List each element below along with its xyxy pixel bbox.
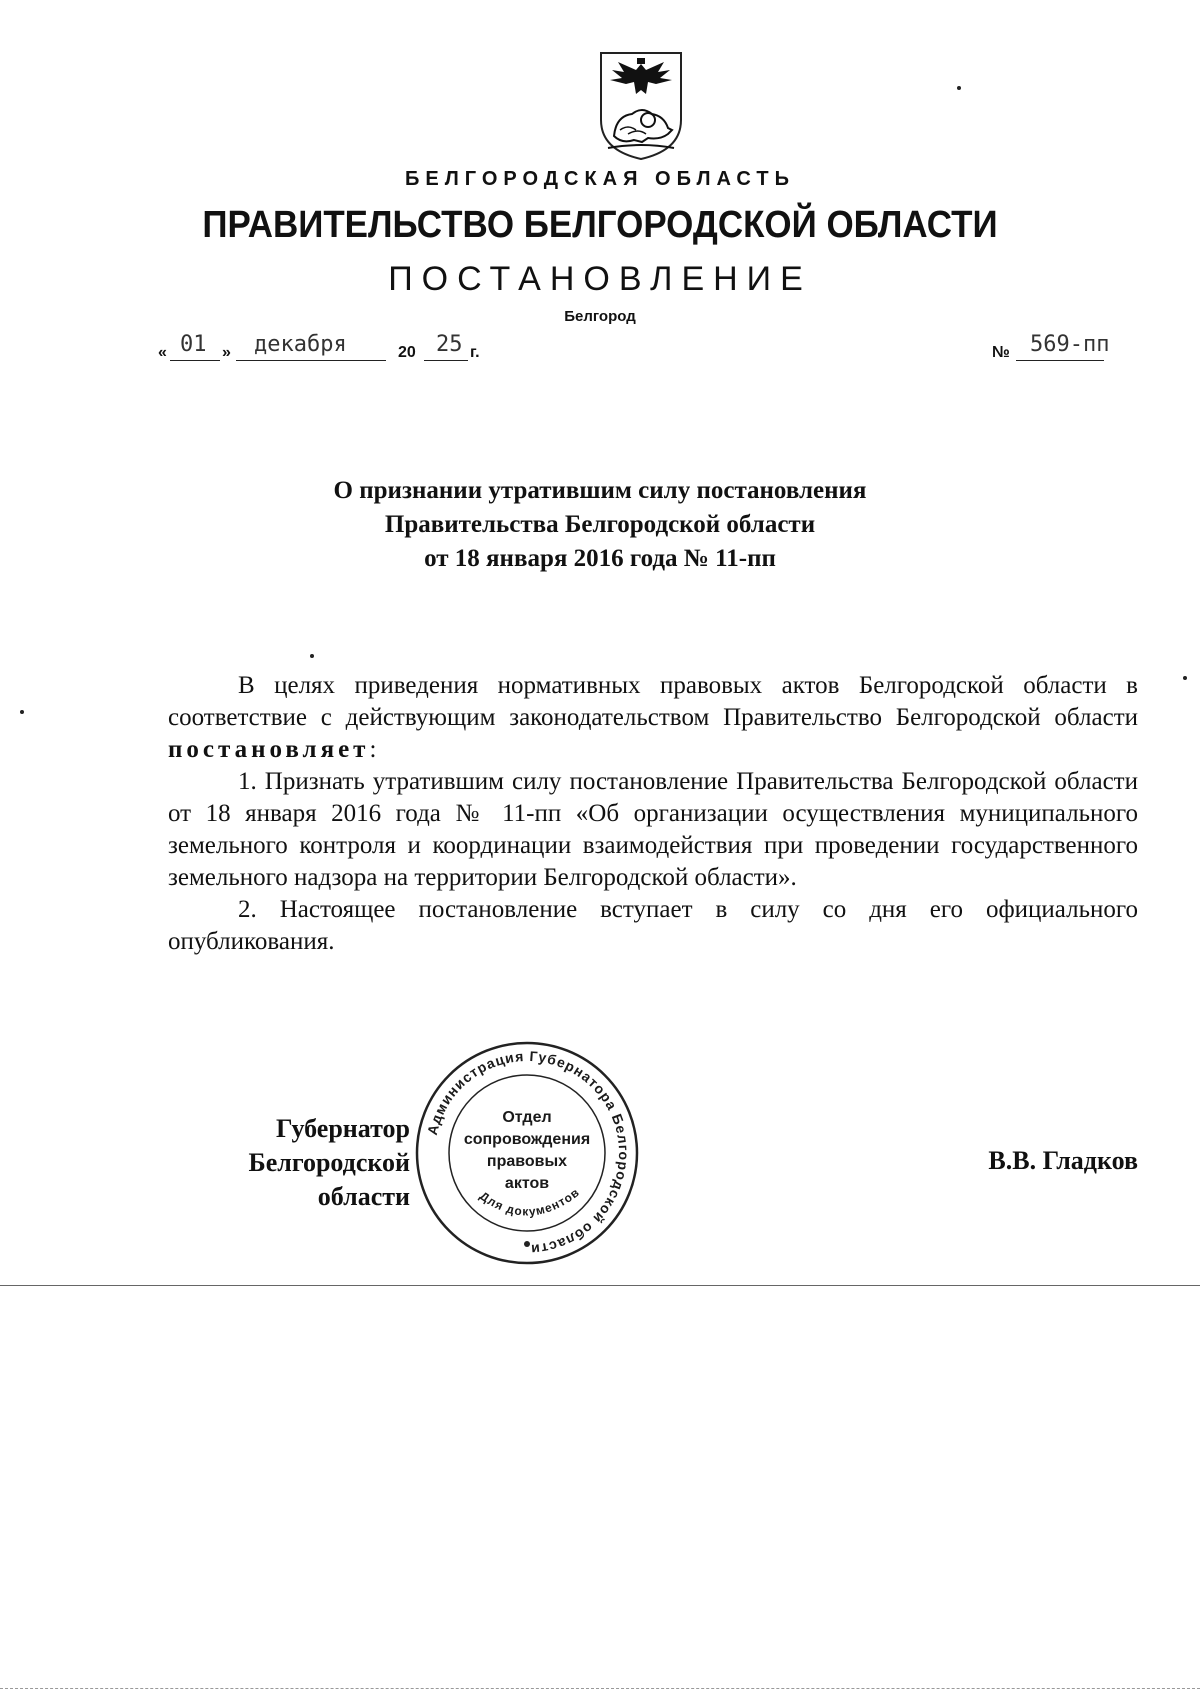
government-name: ПРАВИТЕЛЬСТВО БЕЛГОРОДСКОЙ ОБЛАСТИ: [202, 204, 998, 246]
official-stamp: [412, 1038, 642, 1268]
position-line: Губернатор: [275, 1114, 410, 1143]
position-line: Белгородской области: [248, 1148, 410, 1211]
signatory-position: [150, 1112, 410, 1214]
stamp-inner-line: сопровождения: [463, 1131, 591, 1148]
scan-edge-line: [0, 1285, 1200, 1286]
stamp-inner-line: правовых: [486, 1153, 568, 1170]
date-open-quote: «: [158, 344, 167, 361]
document-type: ПОСТАНОВЛЕНИЕ: [388, 260, 812, 298]
date-year: 25: [436, 332, 463, 357]
stamp-bottom-text: Для документов: [477, 1184, 583, 1219]
scan-edge-line: [0, 1688, 1200, 1689]
stamp-inner-line: Отдел: [502, 1109, 552, 1126]
preamble-paragraph: [168, 670, 1138, 766]
scan-speck: [1183, 676, 1187, 680]
region-name: БЕЛГОРОДСКАЯ ОБЛАСТЬ: [405, 168, 795, 190]
document-number: 569-пп: [1030, 332, 1110, 357]
title-line: от 18 января 2016 года № 11-пп: [424, 545, 776, 572]
scan-speck: [310, 654, 314, 658]
stamp-ring-text: Администрация Губернатора Белгородской области: [423, 1047, 633, 1259]
date-year-suffix: г.: [470, 344, 480, 361]
date-day: 01: [180, 332, 207, 357]
number-label: №: [992, 344, 1010, 361]
scan-speck: [20, 710, 24, 714]
resolves-colon: :: [369, 736, 377, 763]
date-month: декабря: [254, 332, 347, 357]
date-year-prefix: 20: [398, 344, 416, 361]
stamp-inner-line: актов: [504, 1175, 550, 1192]
document-body: [168, 670, 1138, 958]
resolves-word: постановляет: [168, 736, 370, 763]
coat-of-arms-icon: [598, 50, 684, 162]
item-1: 1. Признать утратившим силу постановление Правительства Белгородской области от 18 января 2016 года № 11-пп «Об организации осуществления муниципального земельного контроля и координации взаимодействия при проведении государственного земельного надзора на территории Белгородской области».: [168, 768, 1138, 891]
preamble-text: В целях приведения нормативных правовых актов Белгородской области в соответствие с действующим законодательством Правительство Белгородской области: [168, 672, 1138, 731]
city-name: Белгород: [564, 308, 636, 325]
scan-speck: [957, 86, 961, 90]
document-title: [0, 474, 1200, 576]
date-close-quote: »: [222, 344, 231, 361]
title-line: О признании утратившим силу постановления: [333, 477, 867, 504]
title-line: Правительства Белгородской области: [384, 511, 816, 538]
signatory-name: В.В. Гладков: [988, 1146, 1138, 1175]
item-2: 2. Настоящее постановление вступает в силу со дня его официального опубликования.: [168, 896, 1138, 955]
